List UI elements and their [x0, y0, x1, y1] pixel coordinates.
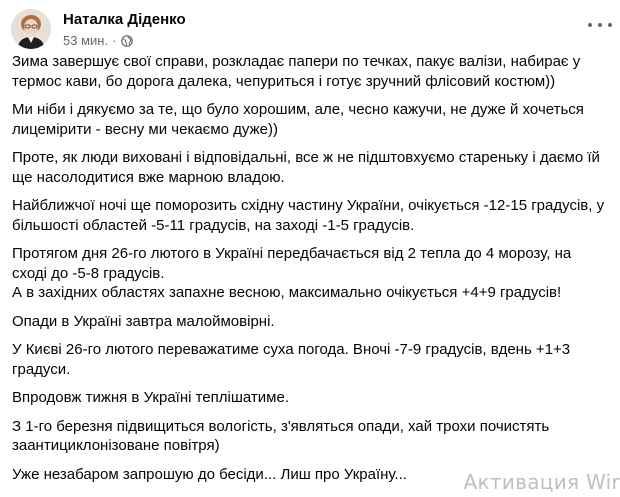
post-meta [63, 33, 133, 48]
more-options-icon[interactable] [588, 20, 612, 30]
paragraph-7: Опади в Україні завтра малоймовірні. [12, 312, 275, 330]
more-dot [608, 23, 612, 27]
paragraph-2: Ми ніби і дякуємо за те, що було хорошим, але, чесно кажучи, не дуже й хочеться лицемірити - весну ми чекаємо дуже)) [12, 101, 584, 138]
meta-separator: · [112, 33, 117, 48]
post-text [12, 52, 608, 493]
paragraph-6: А в західних областях запахне весною, максимально очікується +4+9 градусів! [12, 284, 562, 301]
paragraph-cut: Уже незабаром запрошую дo бесіди... Лиш про Україну... [12, 465, 407, 483]
paragraph-4: Найближчої ночі ще поморозить східну частину України, очікується -12-15 градусів, у більшості областей -5-11 градусів, на заході -1-5 градусів. [12, 197, 605, 234]
post-header [0, 0, 620, 60]
more-dot [598, 23, 602, 27]
paragraph-3: Проте, як люди виховані і відповідальні, все ж не підштовхуємо старенькy і даємо їй ще насолодитися вже марною владою. [12, 149, 600, 186]
paragraph-10: З 1-го березня підвищиться вологість, з'являться опади, хай трохи почистять заантициклонізоване повітря) [12, 417, 550, 454]
paragraph-9: Впродовж тижня в Україні теплішатиме. [12, 389, 289, 406]
author-avatar[interactable] [11, 9, 51, 49]
activation-watermark: Активация Wir [463, 470, 620, 494]
author-name[interactable]: Наталка Діденко [63, 11, 186, 28]
post-time[interactable]: 53 мин. [63, 33, 109, 48]
paragraph-5: Протягом дня 26-го лютого в Україні передбачається від 2 тепла до 4 морозу, на сході до -5-8 градусів. [12, 245, 572, 282]
paragraph-8: У Києві 26-го лютого переважатиме суха погода. Вночі -7-9 градусів, вдень +1+3 градуси. [12, 341, 571, 378]
paragraph-1: Зима завершує свої справи, розкладає папери по течках, пакує валізи, набирає у термос кави, бо дорога далека, чепуриться і готує зручний флісовий костюм)) [12, 53, 581, 90]
globe-icon [121, 35, 133, 47]
more-dot [588, 23, 592, 27]
